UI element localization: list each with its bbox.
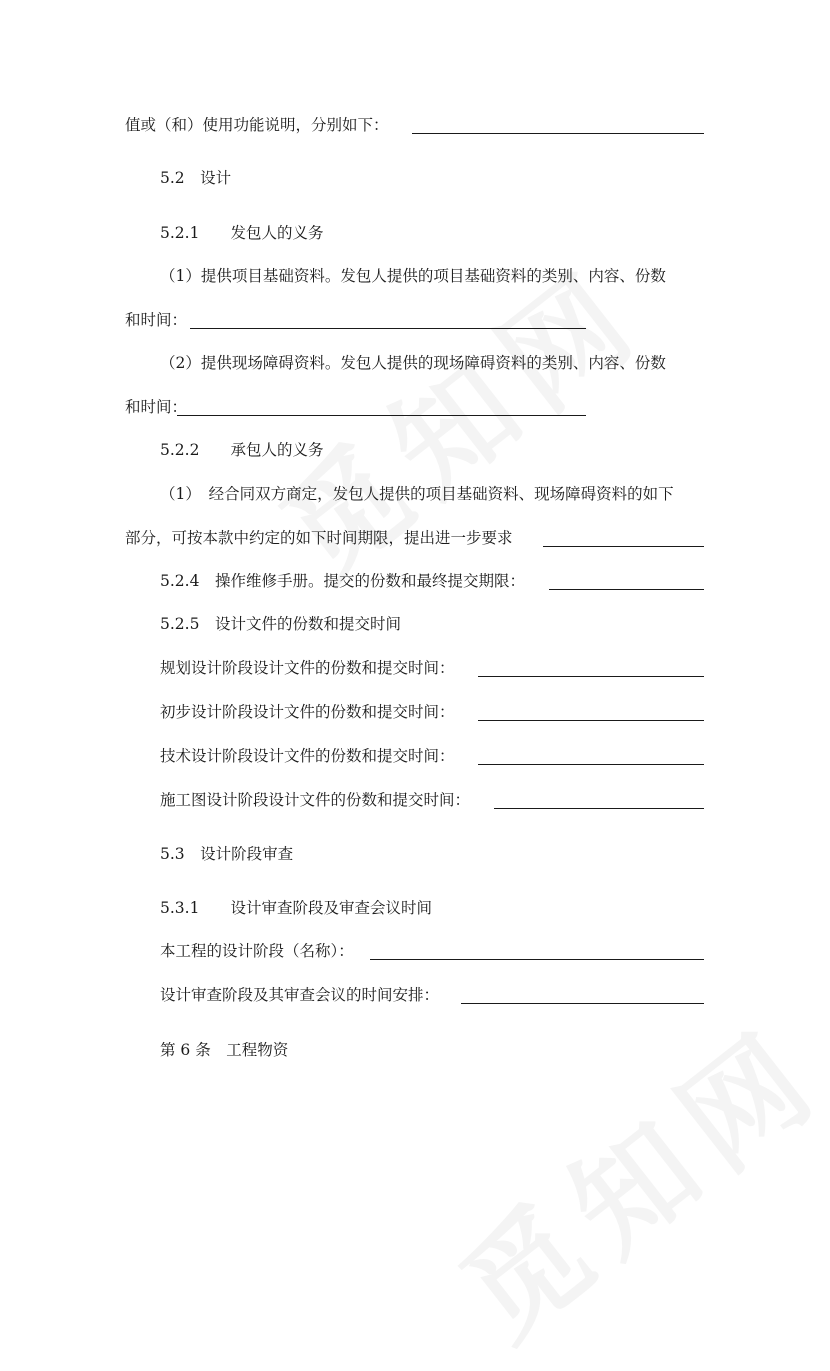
text-line: 规划设计阶段设计文件的份数和提交时间： (160, 659, 455, 677)
blank-line (370, 959, 704, 960)
blank-line (412, 133, 704, 134)
section-heading: 5.2.2 承包人的义务 (160, 441, 324, 459)
blank-line (494, 808, 704, 809)
text-line: 值或（和）使用功能说明，分别如下： (125, 116, 389, 134)
text-line: 本工程的设计阶段（名称）： (160, 942, 354, 960)
paragraph-line: （2）提供现场障碍资料。发包人提供的现场障碍资料的类别、内容、份数 (160, 354, 666, 372)
text-line: 施工图设计阶段设计文件的份数和提交时间： (160, 791, 471, 809)
section-heading: 5.2.5 设计文件的份数和提交时间 (160, 615, 401, 633)
blank-line (177, 415, 586, 416)
blank-line (461, 1003, 704, 1004)
paragraph-line: （1） 经合同双方商定，发包人提供的项目基础资料、现场障碍资料的如下 (160, 485, 674, 503)
paragraph-line: 部分，可按本款中约定的如下时间期限，提出进一步要求 (125, 529, 513, 547)
section-heading: 5.2.1 发包人的义务 (160, 224, 324, 242)
blank-line (478, 676, 704, 677)
watermark (421, 981, 830, 1371)
blank-line (478, 720, 704, 721)
blank-line (190, 328, 586, 329)
paragraph-line: 和时间： (125, 311, 188, 329)
text-line: 设计审查阶段及其审查会议的时间安排： (160, 986, 440, 1004)
section-heading: 5.3.1 设计审查阶段及审查会议时间 (160, 899, 432, 917)
blank-line (543, 546, 704, 547)
paragraph-line: （1）提供项目基础资料。发包人提供的项目基础资料的类别、内容、份数 (160, 267, 666, 285)
blank-line (478, 764, 704, 765)
text-line: 初步设计阶段设计文件的份数和提交时间： (160, 703, 455, 721)
paragraph-line: 和时间： (125, 398, 188, 416)
article-heading: 第 6 条 工程物资 (160, 1041, 289, 1059)
blank-line (549, 589, 704, 590)
text-line: 技术设计阶段设计文件的份数和提交时间： (160, 747, 455, 765)
section-heading: 5.2 设计 (160, 169, 232, 187)
section-heading: 5.2.4 操作维修手册。提交的份数和最终提交期限： (160, 572, 525, 590)
section-heading: 5.3 设计阶段审查 (160, 845, 294, 863)
